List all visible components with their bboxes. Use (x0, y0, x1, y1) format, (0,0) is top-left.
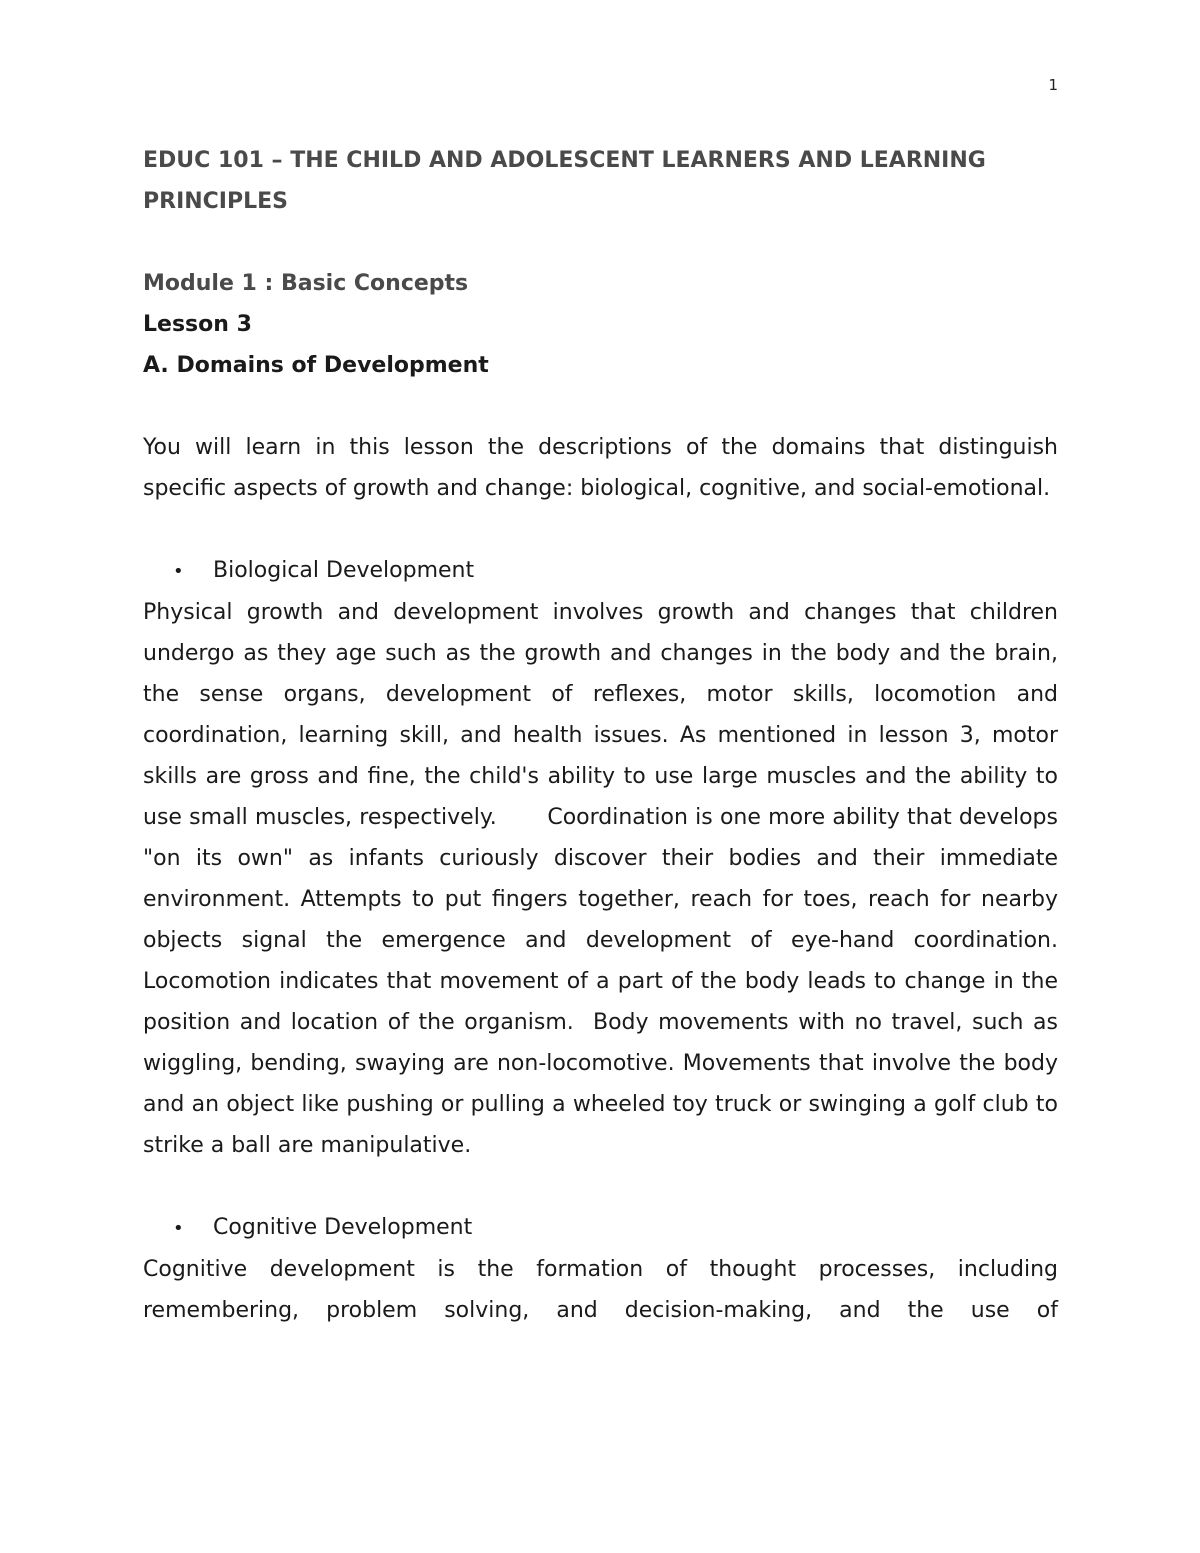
intro-paragraph: You will learn in this lesson the descriptions of the domains that distinguish specific aspects of growth and change: biological, cognitive, and social-emotional. (143, 435, 1058, 501)
page-number: 1 (1048, 76, 1058, 94)
course-title: EDUC 101 – THE CHILD AND ADOLESCENT LEARNERS AND LEARNING PRINCIPLES (143, 148, 986, 214)
bullet-cognitive-development (143, 1207, 1058, 1249)
lesson-title: Lesson 3 (143, 312, 252, 337)
section-title: A. Domains of Development (143, 353, 489, 378)
biological-paragraph: Physical growth and development involves growth and changes that children undergo as they age such as the growth and changes in the body and the brain, the sense organs, development of reflexes, motor skills, locomotion and coordination, learning skill, and health issues. As mentioned in lesson 3, motor skills are gross and fine, the child's ability to use large muscles and the ability to use small muscles, respectively. Coordination is one more ability that develops "on its own" as infants curiously discover their bodies and their immediate environment. Attempts to put fingers together, reach for toes, reach for nearby objects signal the emergence and development of eye-hand coordination. Locomotion indicates that movement of a part of the body leads to change in the position and location of the organism. Body movements with no travel, such as wiggling, bending, swaying are non-locomotive. Movements that involve the body and an object like pushing or pulling a wheeled toy truck or swinging a golf club to strike a ball are manipulative. (143, 600, 1100, 1158)
bullet-icon: • (173, 1218, 184, 1239)
bullet-biological-development (143, 550, 1058, 592)
cognitive-paragraph: Cognitive development is the formation of thought processes, including remembering, problem solving, and decision-making, and the use of (143, 1257, 1058, 1323)
module-title: Module 1 : Basic Concepts (143, 271, 469, 296)
bullet-icon: • (173, 561, 184, 582)
bullet-heading: Biological Development (213, 558, 475, 583)
document-content (143, 140, 1100, 1331)
bullet-heading: Cognitive Development (213, 1215, 473, 1240)
